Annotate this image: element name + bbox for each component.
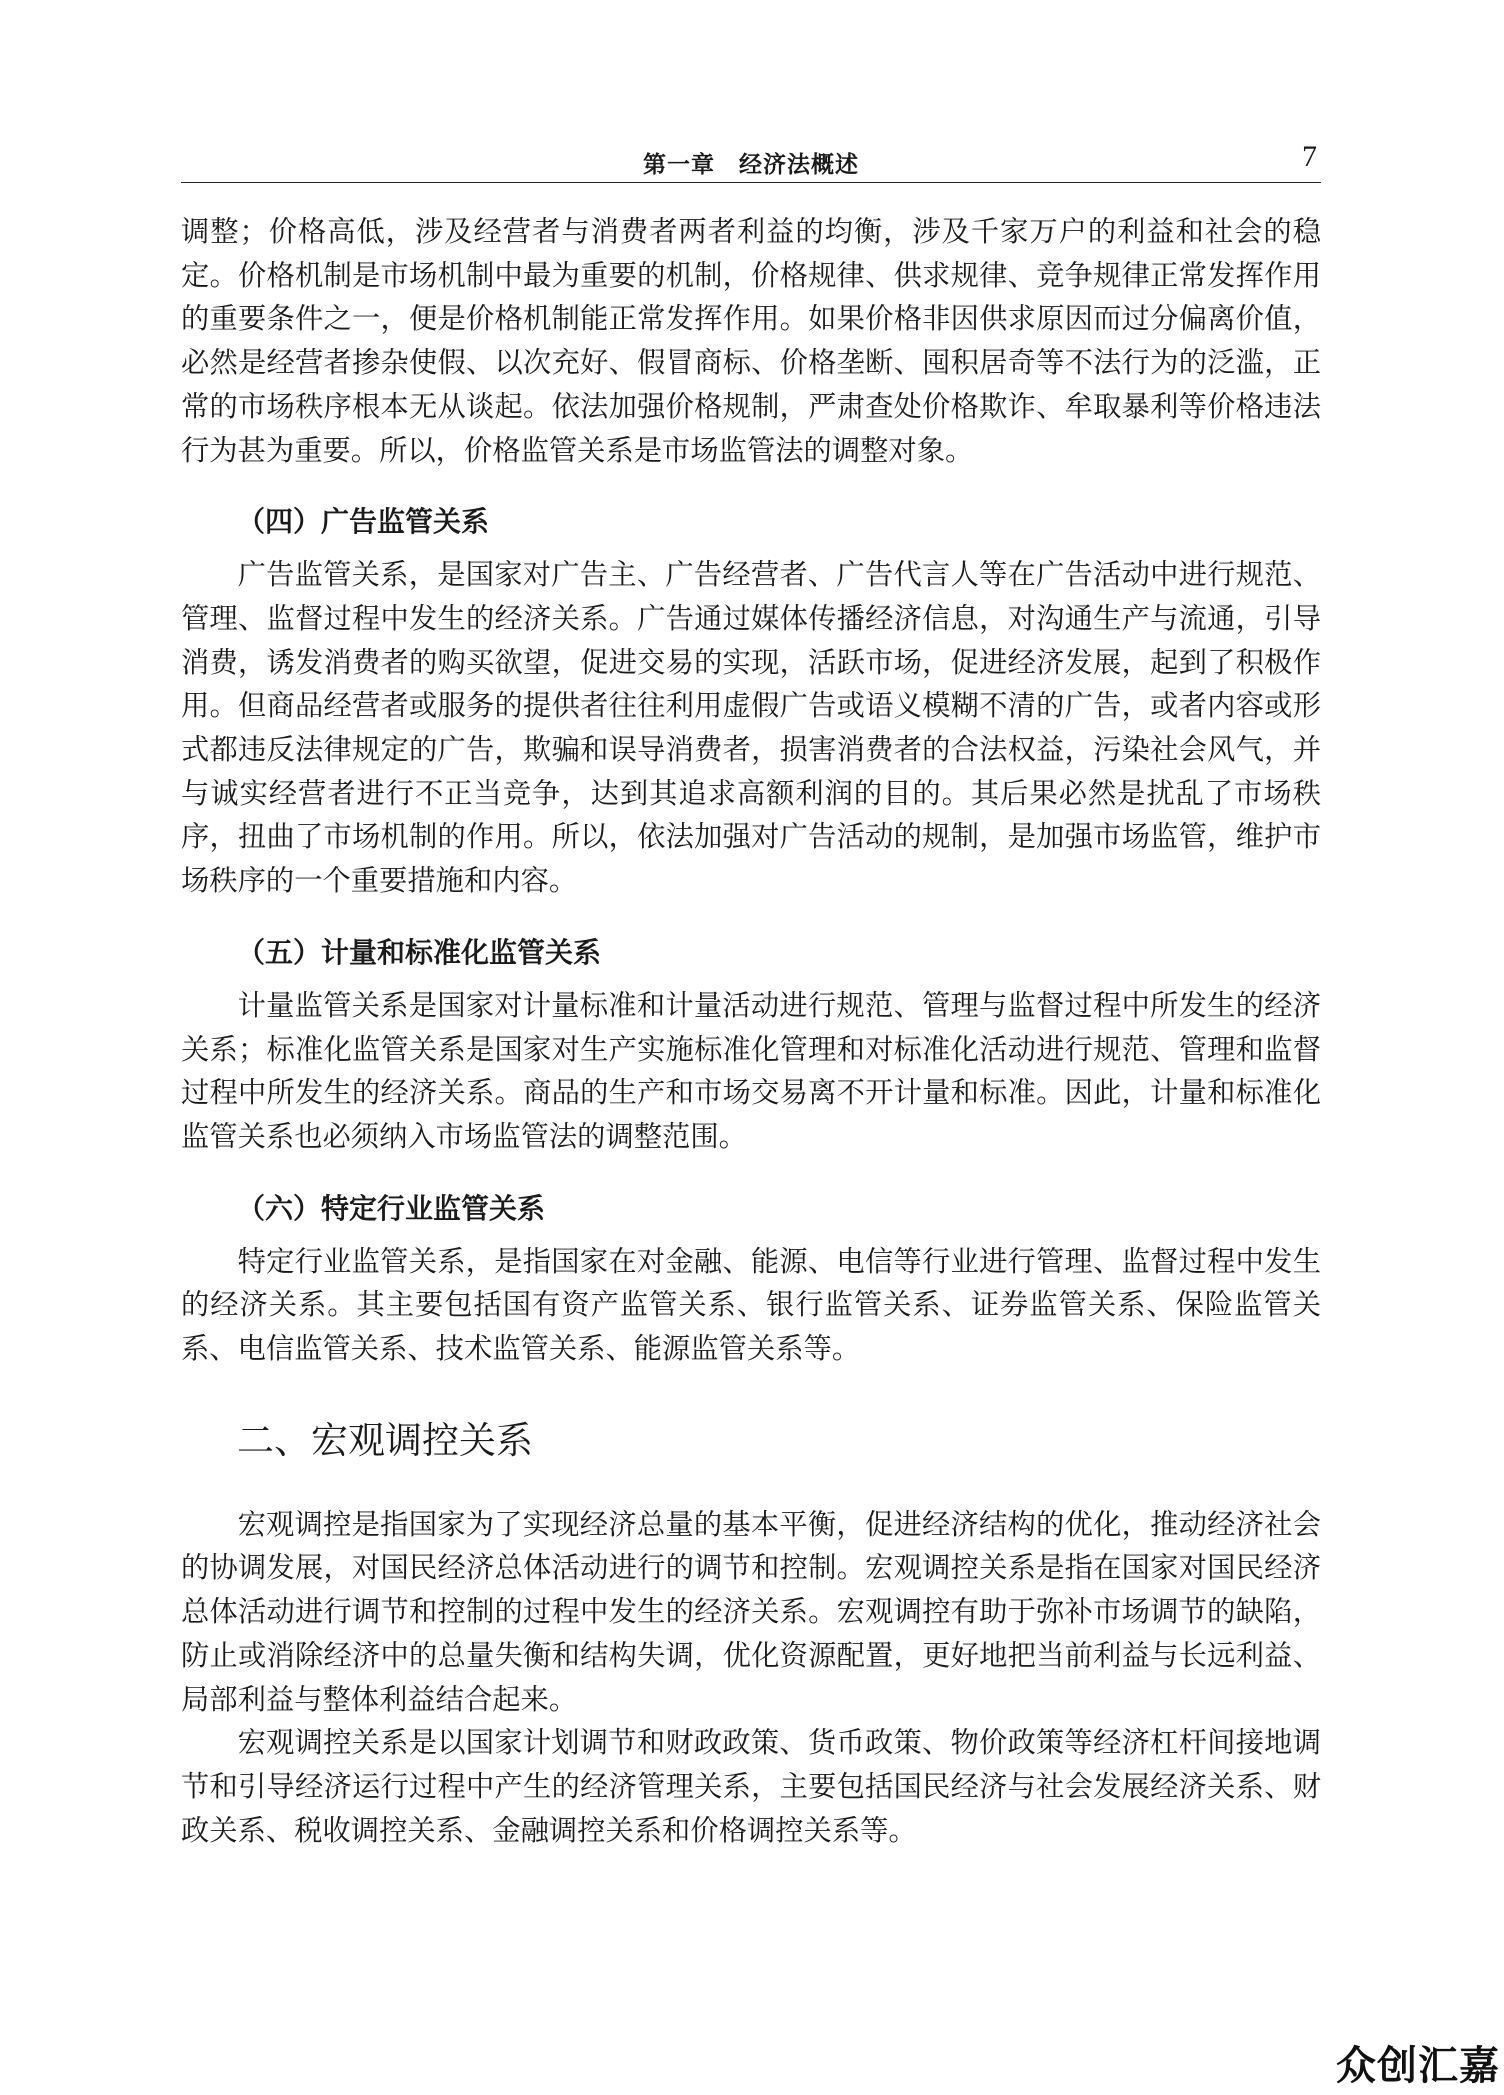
paragraph-advertising: 广告监管关系，是国家对广告主、广告经营者、广告代言人等在广告活动中进行规范、管理、监督过程中发生的经济关系。广告通过媒体传播经济信息，对沟通生产与流通，引导消费，诱发消费者的购买欲望，促进交易的实现，活跃市场，促进经济发展，起到了积极作用。但商品经营者或服务的提供者往往利用虚假广告或语义模糊不清的广告，或者内容或形式都违反法律规定的广告，欺骗和误导消费者，损害消费者的合法权益，污染社会风气，并与诚实经营者进行不正当竞争，达到其追求高额利润的目的。其后果必然是扰乱了市场秩序，扭曲了市场机制的作用。所以，依法加强对广告活动的规制，是加强市场监管，维护市场秩序的一个重要措施和内容。 <box>181 558 1321 898</box>
paragraph-industry: 特定行业监管关系，是指国家在对金融、能源、电信等行业进行管理、监督过程中发生的经济关系。其主要包括国有资产监管关系、银行监管关系、证券监管关系、保险监管关系、电信监管关系、技术监管关系、能源监管关系等。 <box>181 1244 1321 1366</box>
chapter-title: 第一章 经济法概述 <box>643 152 859 178</box>
page-number: 7 <box>1302 140 1317 173</box>
paragraph-metrology: 计量监管关系是国家对计量标准和计量活动进行规范、管理与监督过程中所发生的经济关系；标准化监管关系是国家对生产实施标准化管理和对标准化活动进行规范、管理和监督过程中所发生的经济关系。商品的生产和市场交易离不开计量和标准。因此，计量和标准化监管关系也必须纳入市场监管法的调整范围。 <box>181 988 1321 1153</box>
section-heading-metrology: （五）计量和标准化监管关系 <box>237 935 602 969</box>
section-heading-industry: （六）特定行业监管关系 <box>237 1191 546 1225</box>
page-body <box>181 210 1321 1852</box>
watermark-logo: 众创汇嘉 <box>1336 2043 1500 2089</box>
paragraph-continued: 调整；价格高低，涉及经营者与消费者两者利益的均衡，涉及千家万户的利益和社会的稳定。价格机制是市场机制中最为重要的机制，价格规律、供求规律、竞争规律正常发挥作用的重要条件之一，便是价格机制能正常发挥作用。如果价格非因供求原因而过分偏离价值，必然是经营者掺杂使假、以次充好、假冒商标、价格垄断、囤积居奇等不法行为的泛滥，正常的市场秩序根本无从谈起。依法加强价格规制，严肃查处价格欺诈、牟取暴利等价格违法行为甚为重要。所以，价格监管关系是市场监管法的调整对象。 <box>181 215 1321 467</box>
chapter-section-heading-macro: 二、宏观调控关系 <box>237 1418 533 1462</box>
running-header <box>181 138 1321 183</box>
paragraph-macro-2: 宏观调控关系是以国家计划调节和财政政策、货币政策、物价政策等经济杠杆间接地调节和引导经济运行过程中产生的经济管理关系，主要包括国民经济与社会发展经济关系、财政关系、税收调控关系、金融调控关系和价格调控关系等。 <box>181 1726 1321 1847</box>
paragraph-macro-1: 宏观调控是指国家为了实现经济总量的基本平衡，促进经济结构的优化，推动经济社会的协调发展，对国民经济总体活动进行的调节和控制。宏观调控关系是指在国家对国民经济总体活动进行调节和控制的过程中发生的经济关系。宏观调控有助于弥补市场调节的缺陷，防止或消除经济中的总量失衡和结构失调，优化资源配置，更好地把当前利益与长远利益、局部利益与整体利益结合起来。 <box>181 1507 1321 1716</box>
section-heading-advertising: （四）广告监管关系 <box>237 505 490 539</box>
